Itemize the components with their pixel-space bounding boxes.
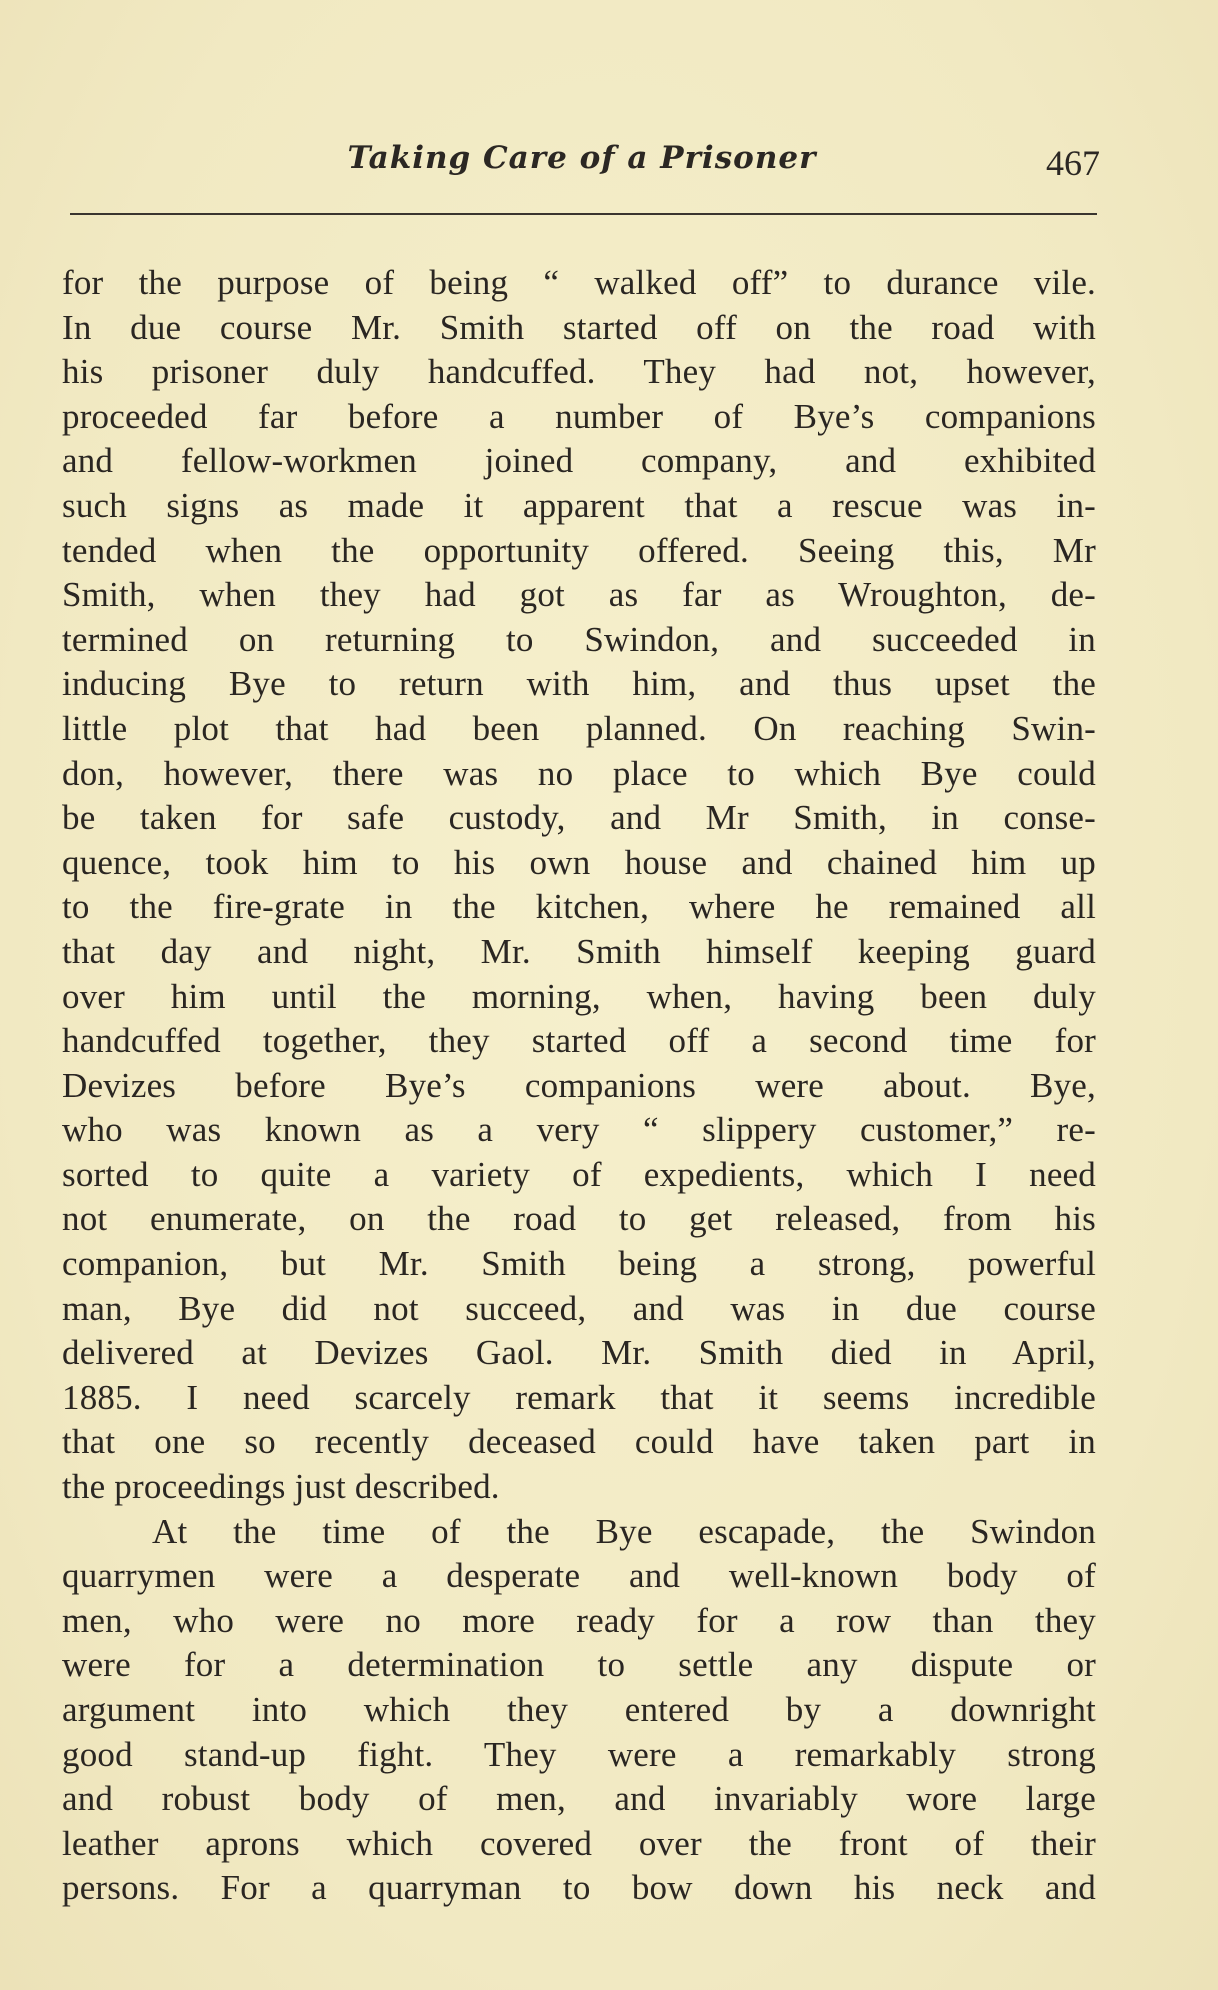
text-line: such signs as made it apparent that a rescue was in- xyxy=(62,485,1096,525)
text-line: sorted to quite a variety of expedients, which I need xyxy=(62,1154,1096,1194)
header-rule xyxy=(70,213,1097,215)
text-line: persons. For a quarryman to bow down his neck and xyxy=(62,1868,1096,1908)
text-line: handcuffed together, they started off a second time for xyxy=(62,1021,1096,1061)
text-line: and robust body of men, and invariably wore large xyxy=(62,1779,1096,1819)
text-line: over him until the morning, when, having been duly xyxy=(62,976,1096,1016)
page-number: 467 xyxy=(1046,143,1100,183)
paragraph-end-line: the proceedings just described. xyxy=(62,1467,500,1507)
text-line: tended when the opportunity offered. Seeing this, Mr xyxy=(62,530,1096,570)
text-line: 1885. I need scarcely remark that it seems incredible xyxy=(62,1377,1096,1417)
text-line: quence, took him to his own house and chained him up xyxy=(62,842,1096,882)
text-line: that one so recently deceased could have taken part in xyxy=(62,1422,1096,1462)
text-line: termined on returning to Swindon, and succeeded in xyxy=(62,619,1096,659)
text-line: companion, but Mr. Smith being a strong, powerful xyxy=(62,1244,1096,1284)
running-title: Taking Care of a Prisoner xyxy=(347,140,817,176)
text-line: quarrymen were a desperate and well-known body of xyxy=(62,1556,1096,1596)
text-line: good stand-up fight. They were a remarkably strong xyxy=(62,1734,1096,1774)
text-line: for the purpose of being “ walked off” to durance vile. xyxy=(62,263,1096,302)
text-line: leather aprons which covered over the front of their xyxy=(62,1823,1096,1863)
body-text xyxy=(62,261,1096,1911)
text-line: Smith, when they had got as far as Wroughton, de- xyxy=(62,575,1096,615)
text-line: that day and night, Mr. Smith himself keeping guard xyxy=(62,931,1096,971)
text-line: to the fire-grate in the kitchen, where he remained all xyxy=(62,887,1096,927)
text-line: In due course Mr. Smith started off on the road with xyxy=(62,307,1096,347)
text-line: inducing Bye to return with him, and thus upset the xyxy=(62,664,1096,704)
page-header xyxy=(64,140,1100,190)
text-line: Devizes before Bye’s companions were about. Bye, xyxy=(62,1065,1096,1105)
text-line: man, Bye did not succeed, and was in due course xyxy=(62,1288,1096,1328)
text-line: argument into which they entered by a downright xyxy=(62,1690,1096,1729)
text-line: little plot that had been planned. On reaching Swin- xyxy=(62,708,1096,748)
text-line: delivered at Devizes Gaol. Mr. Smith died in April, xyxy=(62,1333,1096,1373)
text-line: not enumerate, on the road to get released, from his xyxy=(62,1199,1096,1239)
text-line: don, however, there was no place to which Bye could xyxy=(62,753,1096,793)
text-line: proceeded far before a number of Bye’s companions xyxy=(62,396,1096,436)
text-line: be taken for safe custody, and Mr Smith, in conse- xyxy=(62,798,1096,838)
text-line: his prisoner duly handcuffed. They had not, however, xyxy=(62,352,1096,392)
text-line: who was known as a very “ slippery customer,” re- xyxy=(62,1110,1096,1150)
text-line: and fellow-workmen joined company, and exhibited xyxy=(62,441,1096,481)
text-line: men, who were no more ready for a row than they xyxy=(62,1600,1096,1640)
text-line: were for a determination to settle any dispute or xyxy=(62,1645,1096,1685)
paragraph-start-line: At the time of the Bye escapade, the Swindon xyxy=(152,1511,1096,1551)
